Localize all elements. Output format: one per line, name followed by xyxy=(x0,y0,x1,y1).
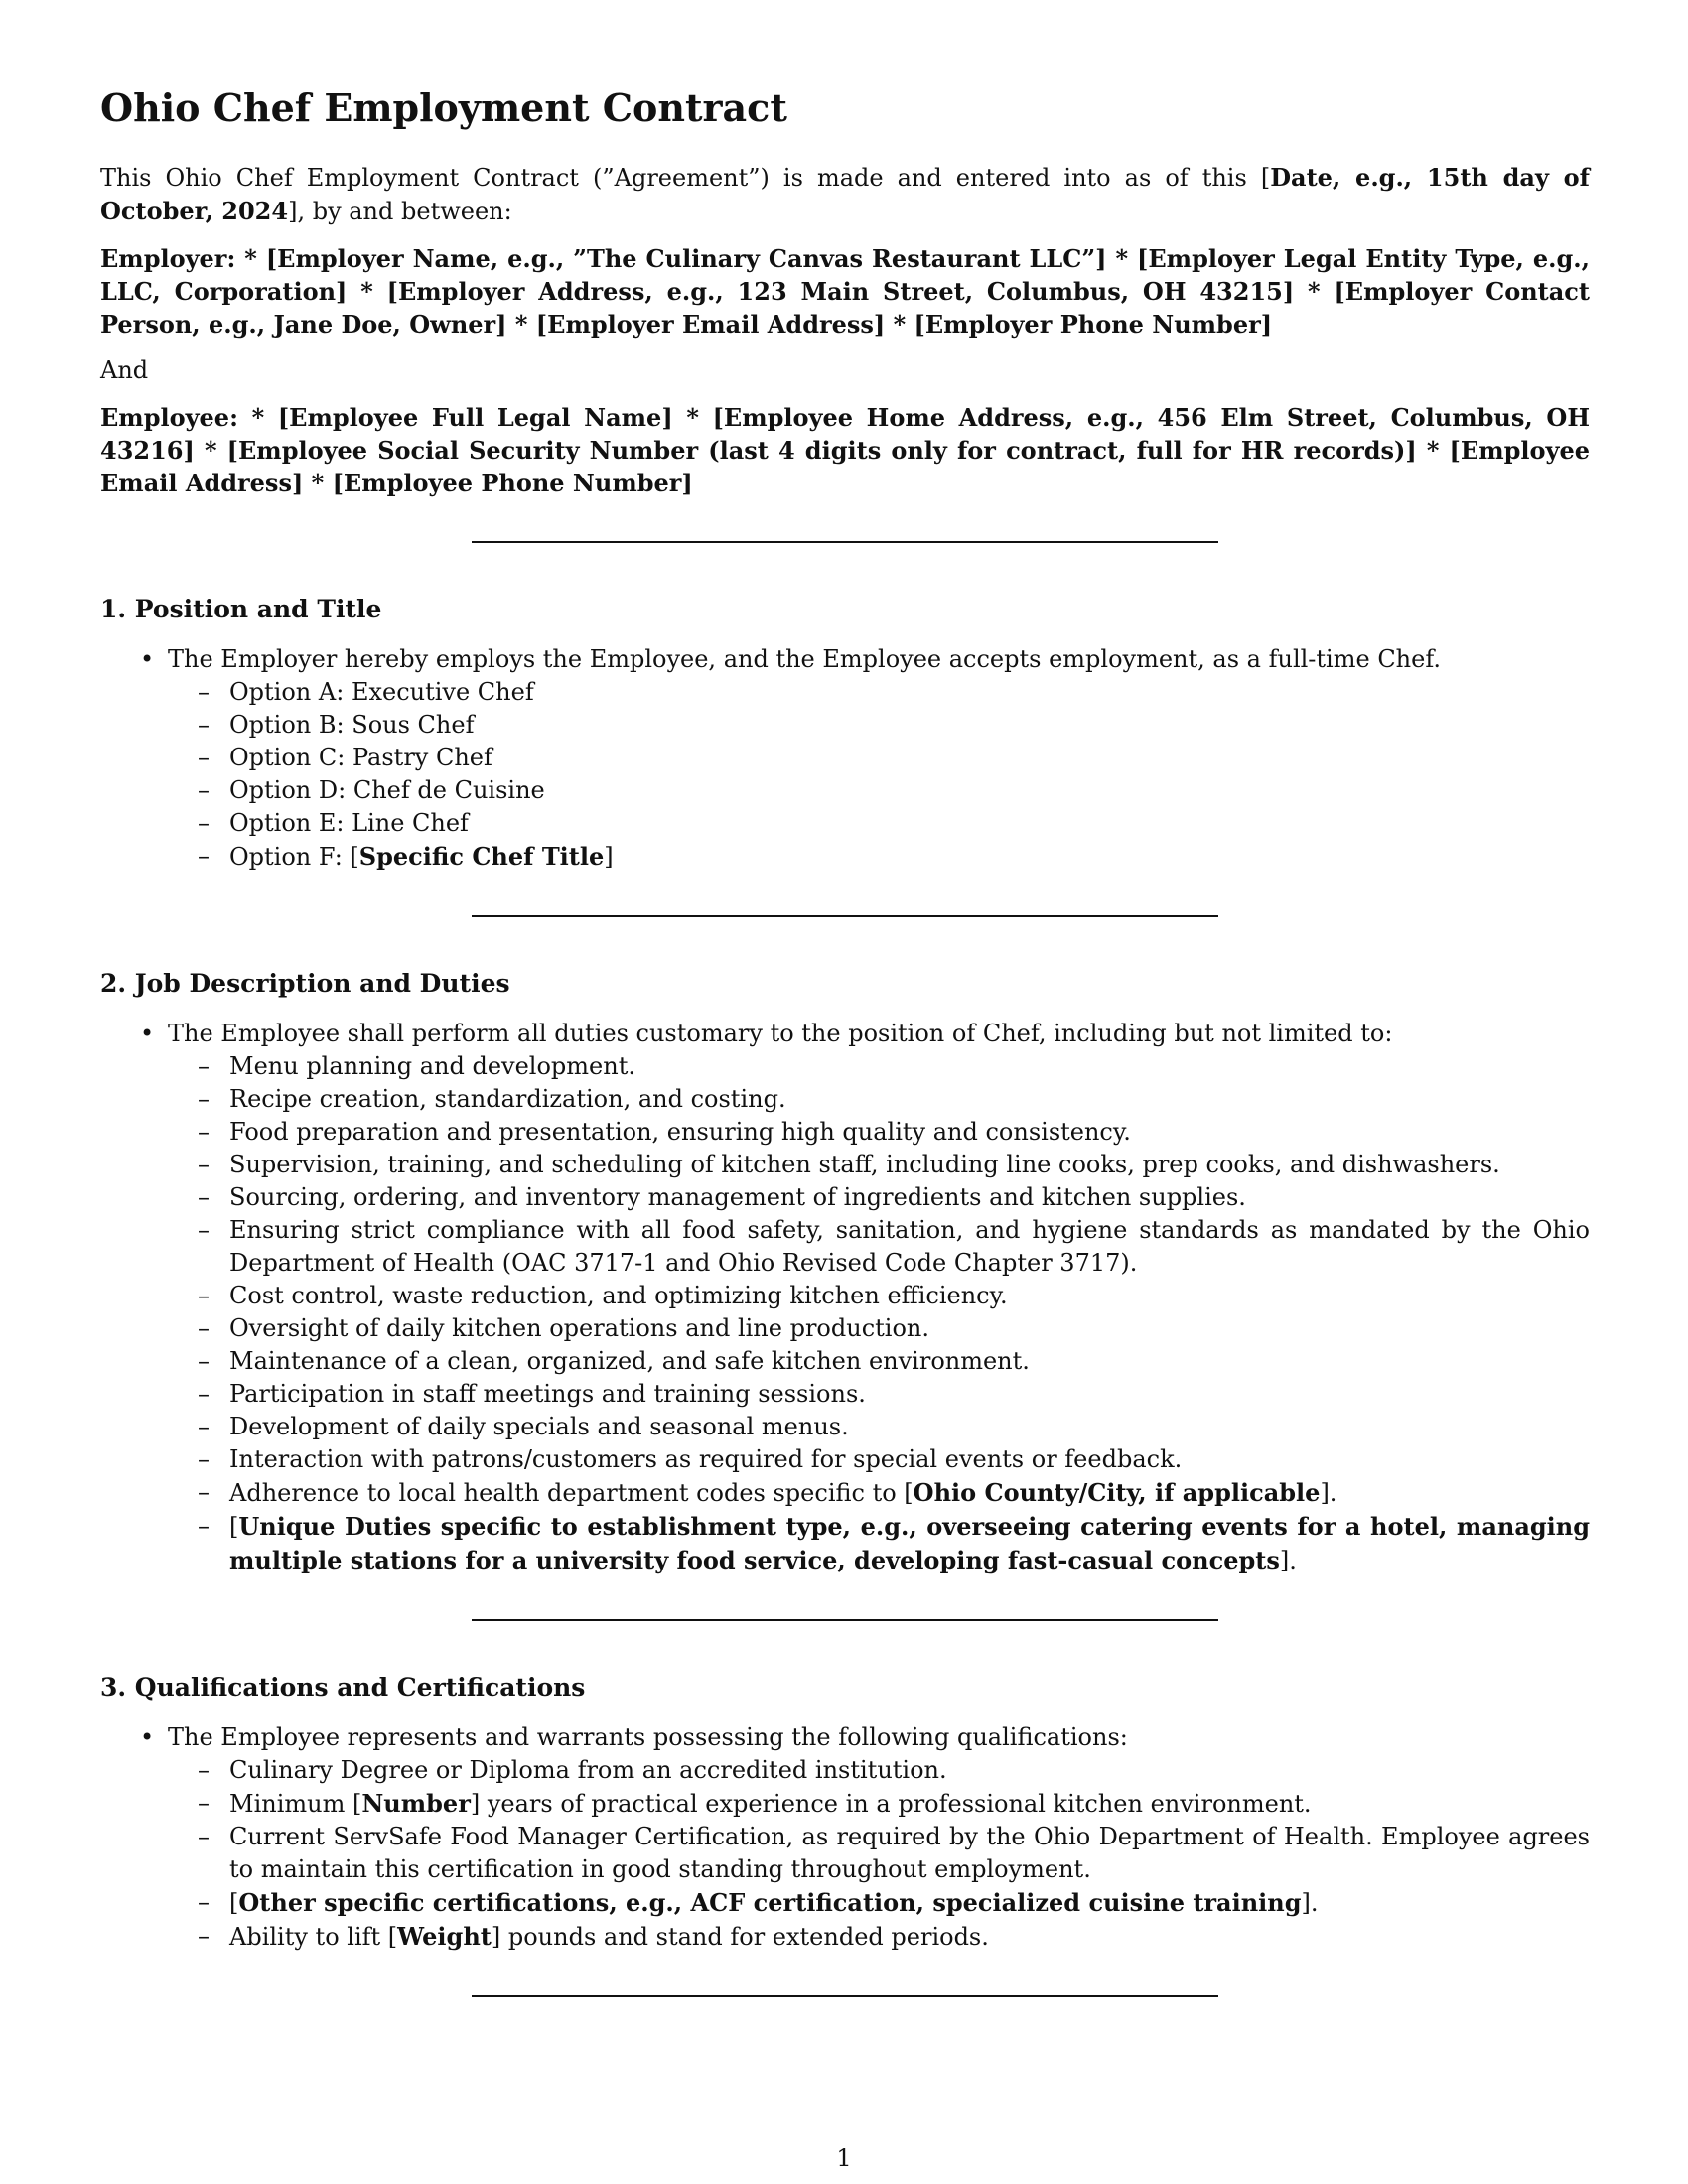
dash-icon: – xyxy=(198,710,210,739)
section-divider xyxy=(472,915,1218,917)
duty-text: Interaction with patrons/customers as required for special events or feedback. xyxy=(229,1444,1183,1473)
qualification-text: Current ServSafe Food Manager Certification, as required by the Ohio Department of Health. Employee agrees to maintain this certification in good standing throughout employment. xyxy=(229,1822,1590,1883)
list-item xyxy=(168,1754,1590,1787)
dash-icon: – xyxy=(198,1822,210,1850)
qualification-text: Ability to lift [ xyxy=(229,1922,398,1951)
list-item xyxy=(168,1050,1590,1083)
qualification-placeholder: Number xyxy=(361,1788,471,1818)
option-text: Option E: Line Chef xyxy=(229,808,469,837)
list-item xyxy=(168,1214,1590,1280)
list-item xyxy=(168,774,1590,807)
duty-text: Oversight of daily kitchen operations and line production. xyxy=(229,1313,929,1342)
list-item xyxy=(100,1721,1590,1954)
employee-label: Employee: xyxy=(100,402,238,432)
list-item xyxy=(168,1510,1590,1577)
section-divider xyxy=(472,1995,1218,1997)
dash-icon: – xyxy=(198,1887,210,1916)
duty-text: Maintenance of a clean, organized, and safe kitchen environment. xyxy=(229,1346,1030,1375)
list-item xyxy=(168,1149,1590,1181)
bullet-text: The Employer hereby employs the Employee, and the Employee accepts employment, as a full-time Chef. xyxy=(168,644,1441,673)
option-text: Option D: Chef de Cuisine xyxy=(229,775,545,804)
list-item xyxy=(168,840,1590,874)
dash-icon: – xyxy=(198,1444,210,1473)
option-list xyxy=(168,676,1590,874)
dash-icon: – xyxy=(198,1788,210,1817)
list-item xyxy=(168,1476,1590,1510)
employer-label: Employer: xyxy=(100,243,236,273)
list-item xyxy=(168,1181,1590,1214)
list-item xyxy=(168,1886,1590,1920)
dash-icon: – xyxy=(198,1755,210,1784)
dash-icon: – xyxy=(198,677,210,706)
dash-icon: – xyxy=(198,1084,210,1113)
duty-items xyxy=(168,1050,1590,1577)
list-item xyxy=(168,709,1590,742)
intro-pre: This Ohio Chef Employment Contract (”Agreement”) is made and entered into as of this [ xyxy=(100,163,1271,192)
bullet-icon: • xyxy=(140,1019,155,1047)
page-title: Ohio Chef Employment Contract xyxy=(100,85,787,130)
and-text: And xyxy=(100,355,149,384)
employer-text: * [Employer Name, e.g., ”The Culinary Canvas Restaurant LLC”] * [Employer Legal Entity Type, e.g., LLC, Corporation] * [Employer Address, e.g., 123 Main Street, Columbus, OH 43215] * [Employer Contact Person, e.g., Jane Doe, Owner] * [Employer Email Address] * [Employer Phone Number] xyxy=(100,243,1590,339)
duty-placeholder: Ohio County/City, if applicable xyxy=(913,1477,1321,1507)
section-divider xyxy=(472,1619,1218,1621)
dash-icon: – xyxy=(198,1281,210,1309)
list-item xyxy=(168,1411,1590,1443)
dash-icon: – xyxy=(198,743,210,771)
section-heading-duties: 2. Job Description and Duties xyxy=(100,968,510,998)
list-item xyxy=(168,1920,1590,1954)
duty-placeholder: Unique Duties specific to establishment type, e.g., overseeing catering events for a hotel, managing multiple stations for a university food service, developing fast-casual concepts xyxy=(229,1511,1590,1574)
duty-text: Ensuring strict compliance with all food safety, sanitation, and hygiene standards as mandated by the Ohio Department of Health (OAC 3717-1 and Ohio Revised Code Chapter 3717). xyxy=(229,1215,1590,1277)
duties-list xyxy=(100,1018,1590,1577)
section-heading-position: 1. Position and Title xyxy=(100,594,382,623)
list-item xyxy=(168,1821,1590,1886)
list-item xyxy=(168,1378,1590,1411)
dash-icon: – xyxy=(198,1379,210,1408)
qualifications-list xyxy=(100,1721,1590,1954)
duty-text: Menu planning and development. xyxy=(229,1051,635,1080)
list-item xyxy=(168,1345,1590,1378)
dash-icon: – xyxy=(198,1511,210,1540)
employee-block xyxy=(100,401,1590,499)
list-item xyxy=(168,1083,1590,1116)
qualification-text: Minimum [ xyxy=(229,1789,362,1818)
dash-icon: – xyxy=(198,1313,210,1342)
qualification-text: ]. xyxy=(1301,1888,1319,1917)
duty-text: Participation in staff meetings and training sessions. xyxy=(229,1379,866,1408)
duty-text: ]. xyxy=(1320,1478,1337,1507)
qualification-text: [ xyxy=(229,1888,239,1917)
qualification-text: Culinary Degree or Diploma from an accredited institution. xyxy=(229,1755,947,1784)
option-text: Option A: Executive Chef xyxy=(229,677,534,706)
qualification-text: ] years of practical experience in a professional kitchen environment. xyxy=(470,1789,1312,1818)
option-text: Option F: [ xyxy=(229,842,359,871)
option-text: ] xyxy=(604,842,614,871)
bullet-text: The Employee shall perform all duties customary to the position of Chef, including but not limited to: xyxy=(168,1019,1393,1047)
dash-icon: – xyxy=(198,1477,210,1506)
position-list xyxy=(100,643,1590,874)
dash-icon: – xyxy=(198,1215,210,1244)
dash-icon: – xyxy=(198,775,210,804)
dash-icon: – xyxy=(198,1412,210,1440)
intro-date: Date, e.g., 15th day of October, 2024 xyxy=(100,162,1591,225)
list-item xyxy=(168,807,1590,840)
dash-icon: – xyxy=(198,1346,210,1375)
bullet-icon: • xyxy=(140,1722,155,1751)
section-divider xyxy=(472,541,1218,543)
qualification-placeholder: Weight xyxy=(397,1921,492,1951)
list-item xyxy=(168,1312,1590,1345)
employer-block xyxy=(100,242,1590,341)
section-heading-qualifications: 3. Qualifications and Certifications xyxy=(100,1672,586,1702)
dash-icon: – xyxy=(198,1921,210,1950)
list-item xyxy=(100,643,1590,874)
duty-text: Adherence to local health department codes specific to [ xyxy=(229,1478,914,1507)
dash-icon: – xyxy=(198,841,210,870)
qualification-placeholder: Other specific certifications, e.g., ACF certification, specialized cuisine training xyxy=(238,1887,1302,1917)
duty-text: Cost control, waste reduction, and optimizing kitchen efficiency. xyxy=(229,1281,1008,1309)
option-placeholder: Specific Chef Title xyxy=(358,841,605,871)
duty-text: Sourcing, ordering, and inventory management of ingredients and kitchen supplies. xyxy=(229,1182,1246,1211)
option-text: Option C: Pastry Chef xyxy=(229,743,492,771)
bullet-icon: • xyxy=(140,644,155,673)
page-number: 1 xyxy=(836,2144,852,2172)
list-item xyxy=(168,1116,1590,1149)
duty-text: Recipe creation, standardization, and costing. xyxy=(229,1084,786,1113)
duty-text: Development of daily specials and seasonal menus. xyxy=(229,1412,849,1440)
intro-post: ], by and between: xyxy=(288,197,512,225)
duty-text: [ xyxy=(229,1512,239,1541)
duty-text: Food preparation and presentation, ensuring high quality and consistency. xyxy=(229,1117,1131,1146)
dash-icon: – xyxy=(198,1182,210,1211)
document-page xyxy=(100,85,1590,2047)
option-text: Option B: Sous Chef xyxy=(229,710,475,739)
qualification-items xyxy=(168,1754,1590,1954)
duty-text: ]. xyxy=(1279,1546,1297,1574)
list-item xyxy=(168,676,1590,709)
qualification-text: ] pounds and stand for extended periods. xyxy=(491,1922,989,1951)
dash-icon: – xyxy=(198,808,210,837)
intro-paragraph xyxy=(100,161,1590,228)
list-item xyxy=(100,1018,1590,1577)
dash-icon: – xyxy=(198,1051,210,1080)
list-item xyxy=(168,742,1590,774)
list-item xyxy=(168,1443,1590,1476)
dash-icon: – xyxy=(198,1117,210,1146)
list-item xyxy=(168,1280,1590,1312)
duty-text: Supervision, training, and scheduling of kitchen staff, including line cooks, prep cooks, and dishwashers. xyxy=(229,1150,1500,1178)
bullet-text: The Employee represents and warrants possessing the following qualifications: xyxy=(168,1722,1128,1751)
dash-icon: – xyxy=(198,1150,210,1178)
employee-text: * [Employee Full Legal Name] * [Employee Home Address, e.g., 456 Elm Street, Columbus, OH 43216] * [Employee Social Security Number (last 4 digits only for contract, full for HR records)] * [Employee Email Address] * [Employee Phone Number] xyxy=(100,402,1590,497)
list-item xyxy=(168,1787,1590,1821)
